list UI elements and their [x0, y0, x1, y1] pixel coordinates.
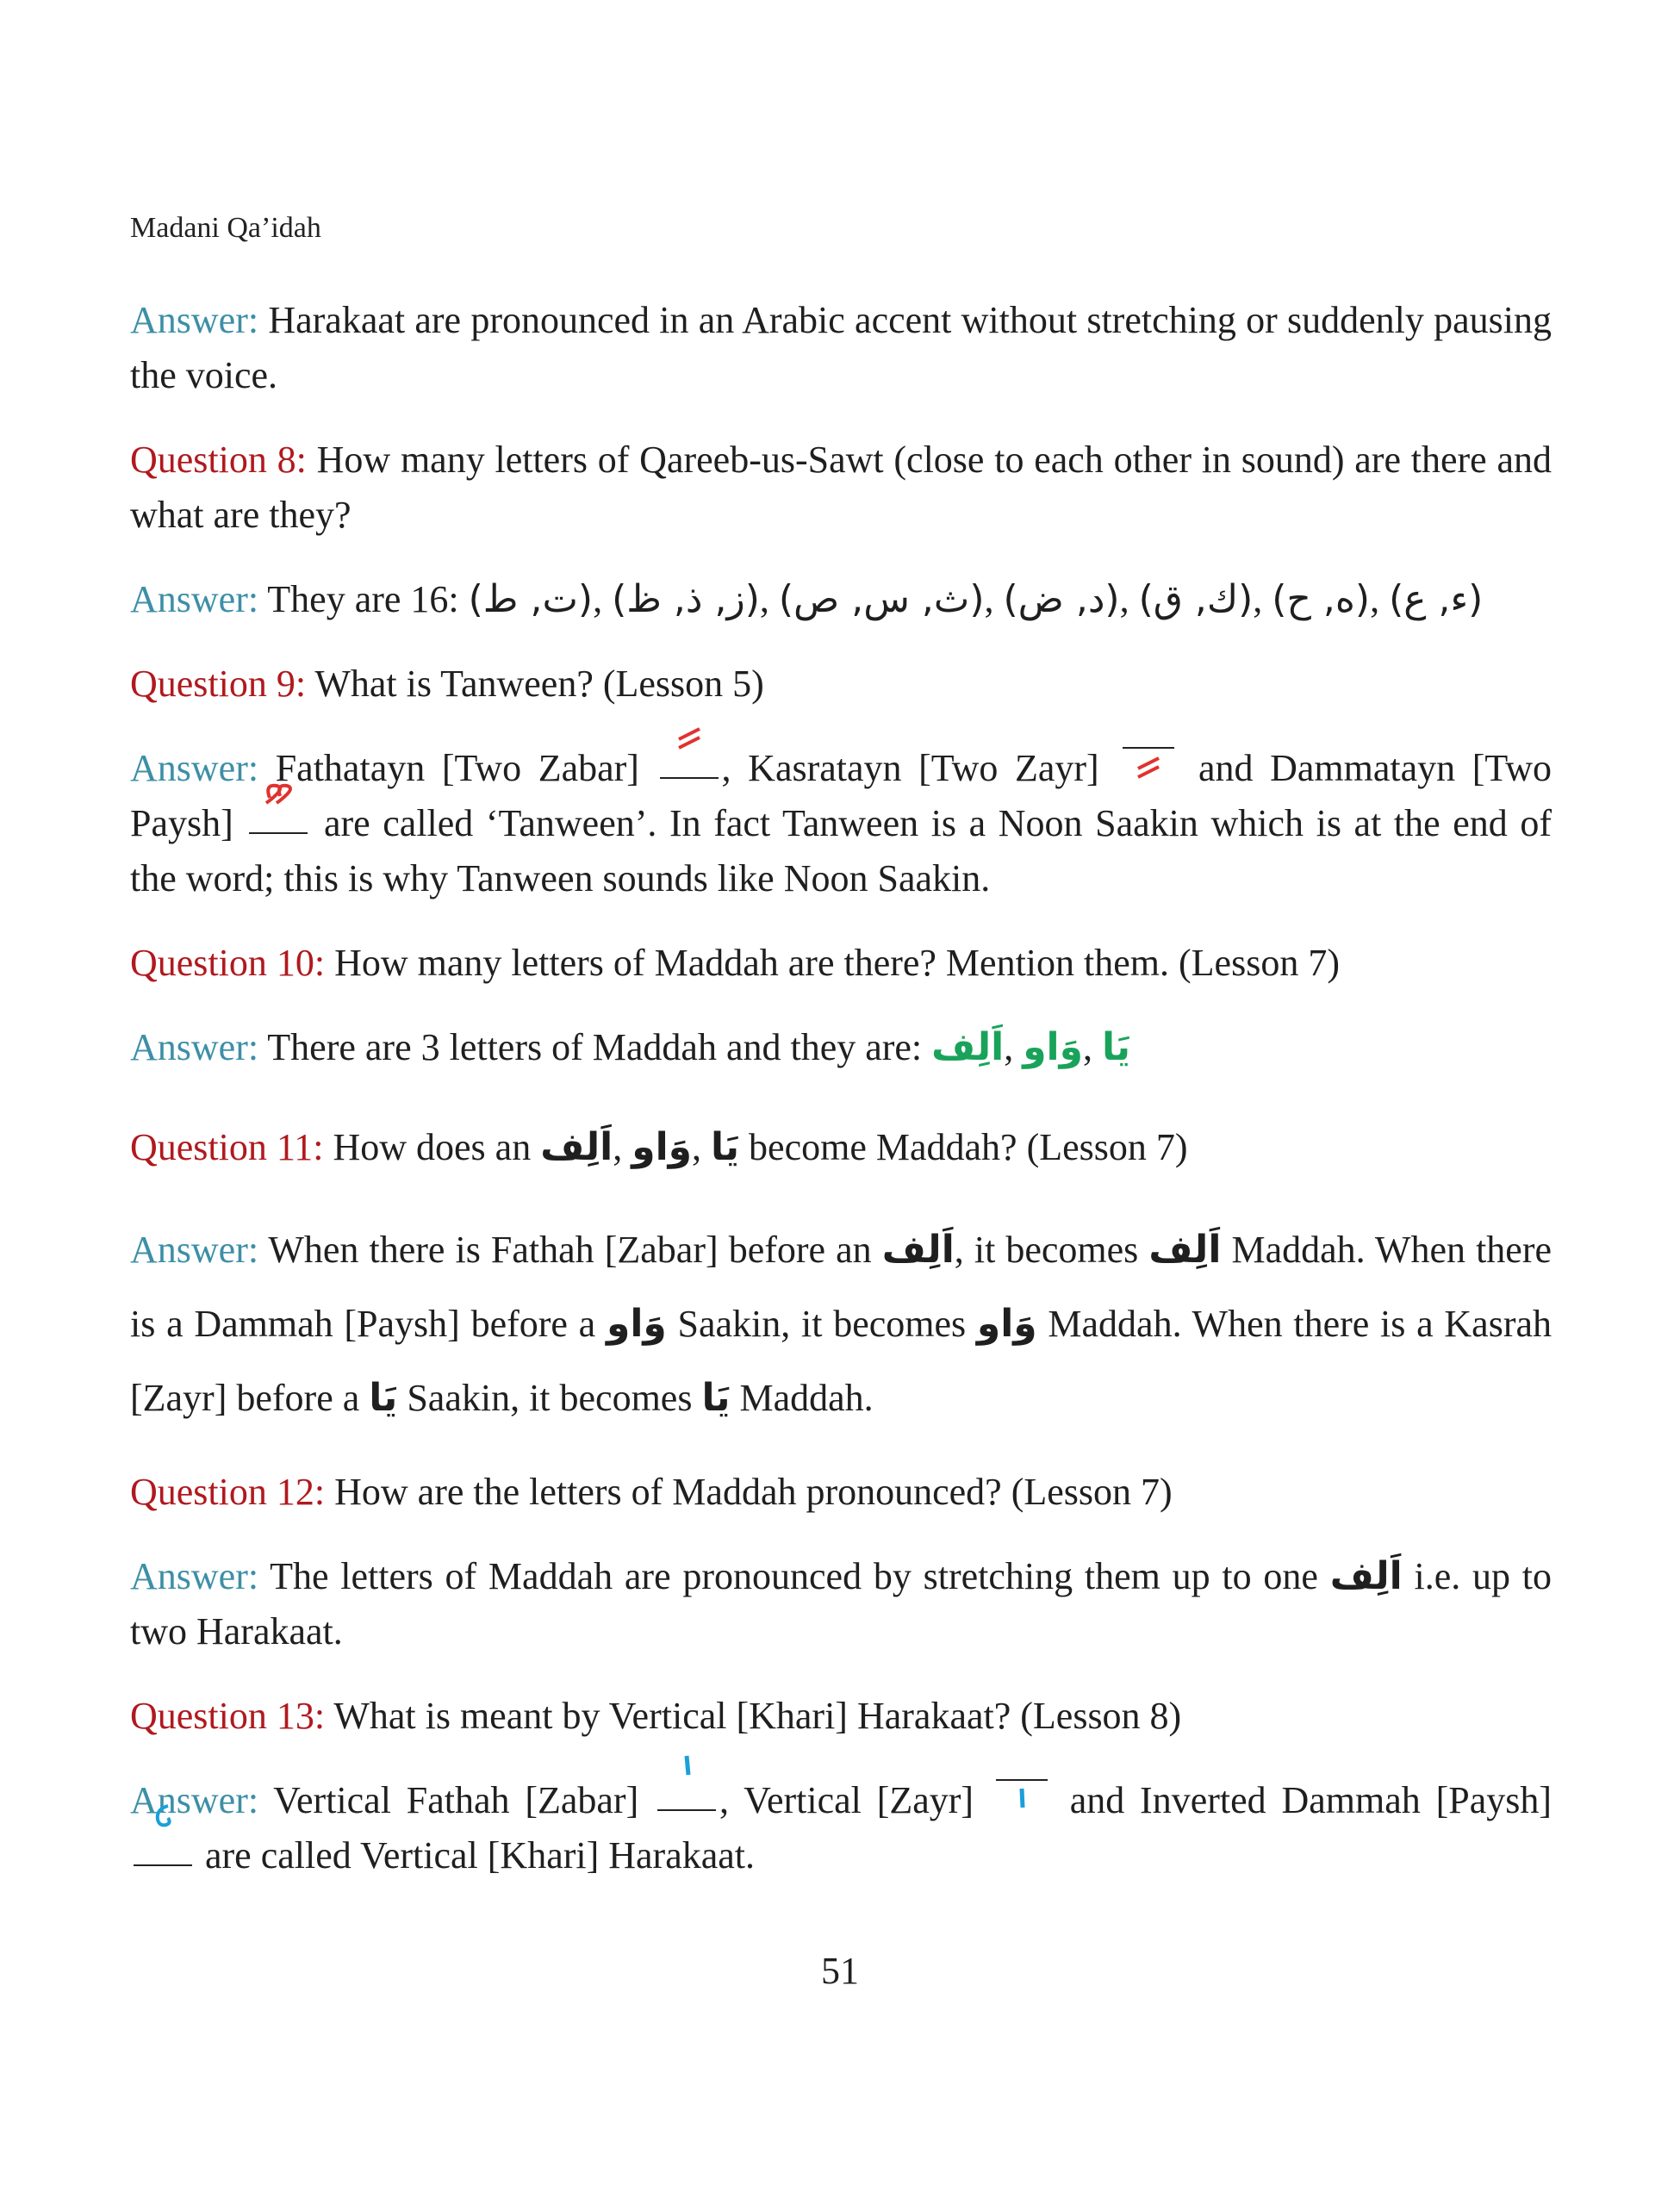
question-13 [130, 1689, 1552, 1744]
arabic-alif: اَلِف [1148, 1228, 1222, 1272]
answer-label: Answer: [130, 747, 259, 789]
answer-text: Vertical Fathah [Zabar] [258, 1779, 655, 1821]
letter-group: (ك, ق) [1138, 577, 1254, 621]
answer-text: and Inverted Dammah [Paysh] [1054, 1779, 1552, 1821]
separator: , [984, 578, 1004, 620]
answer-label: Answer: [130, 1779, 259, 1821]
fathatayn-icon [660, 746, 719, 781]
question-text: What is meant by Vertical [Khari] Harakaat? (Lesson 8) [325, 1695, 1182, 1737]
answer-10 [130, 1020, 1552, 1075]
question-label: Question 11: [130, 1126, 324, 1168]
question-text: How are the letters of Maddah pronounced? (Lesson 7) [325, 1471, 1173, 1513]
inverted-dammah-icon [134, 1833, 192, 1868]
question-8 [130, 433, 1552, 543]
letter-group: (د, ض) [1003, 577, 1120, 621]
answer-text: are called ‘Tanween’. In fact Tanween is a Noon Saakin which is at the end of the word; this is why Tanween sounds like Noon Saakin. [130, 802, 1552, 899]
answer-text: Saakin, it becomes [397, 1377, 702, 1419]
answer-text: , it becomes [954, 1229, 1149, 1271]
vertical-fathah-icon [657, 1778, 716, 1813]
answer-text: Maddah. [730, 1377, 874, 1419]
question-12 [130, 1465, 1552, 1520]
answer-8 [130, 572, 1552, 627]
answer-label: Answer: [130, 1555, 259, 1597]
separator: , [1119, 578, 1139, 620]
question-label: Question 8: [130, 439, 307, 481]
answer-text: , Vertical [Zayr] [719, 1779, 989, 1821]
answer-text: There are 3 letters of Maddah and they are: [258, 1026, 932, 1068]
arabic-waw: وَاو [606, 1302, 667, 1346]
answer-13 [130, 1773, 1552, 1883]
kasratayn-icon [1119, 746, 1178, 781]
answer-text: i.e. up to two Harakaat. [130, 1555, 1552, 1652]
answer-label: Answer: [130, 1229, 259, 1271]
question-label: Question 9: [130, 663, 307, 705]
arabic-ya: يَا [701, 1376, 731, 1420]
separator: , [613, 1126, 632, 1168]
letter-group: (ء, ع) [1389, 577, 1484, 621]
vertical-zayr-icon [992, 1778, 1051, 1813]
letter-group: (ث, س, ص) [778, 577, 985, 621]
running-header: Madani Qa’idah [130, 212, 321, 244]
question-label: Question 12: [130, 1471, 326, 1513]
page-content [130, 293, 1552, 1913]
answer-text: , Kasratayn [Two Zayr] [721, 747, 1117, 789]
arabic-waw: وَاو [632, 1125, 692, 1169]
answer-text: Harakaat are pronounced in an Arabic accent without stretching or suddenly pausing the voice. [130, 299, 1552, 396]
answer-text: Saakin, it becomes [666, 1303, 977, 1345]
question-text: How does an [323, 1126, 541, 1168]
arabic-waw: وَاو [976, 1302, 1037, 1346]
answer-label: Answer: [130, 299, 259, 341]
answer-text: When there is Fathah [Zabar] before an [258, 1229, 882, 1271]
separator: , [692, 1126, 711, 1168]
answer-text: Fathatayn [Two Zabar] [258, 747, 656, 789]
answer-11 [130, 1213, 1552, 1435]
arabic-waw: وَاو [1023, 1025, 1083, 1069]
question-10 [130, 936, 1552, 991]
arabic-alif: اَلِف [881, 1228, 955, 1272]
answer-text: They are 16: [258, 578, 469, 620]
answer-text: Maddah. When there is a Kasrah [Zayr] before a [130, 1303, 1552, 1419]
letter-group: (ت, ط) [468, 577, 594, 621]
question-text: How many letters of Maddah are there? Mention them. (Lesson 7) [325, 942, 1340, 984]
arabic-alif: اَلِف [1329, 1554, 1403, 1598]
question-text: What is Tanween? (Lesson 5) [306, 663, 764, 705]
separator: , [1004, 1026, 1024, 1068]
answer-label: Answer: [130, 578, 259, 620]
separator: , [1253, 578, 1272, 620]
answer-text: Maddah. When there is a Dammah [Paysh] before a [130, 1229, 1552, 1345]
arabic-alif: اَلِف [540, 1125, 613, 1169]
letter-group: (ه, ح) [1272, 577, 1371, 621]
separator: , [1370, 578, 1390, 620]
question-text: become Maddah? (Lesson 7) [739, 1126, 1188, 1168]
question-11 [130, 1120, 1552, 1175]
dammatayn-icon [249, 801, 308, 836]
answer-text: are called Vertical [Khari] Harakaat. [196, 1834, 756, 1876]
answer-label: Answer: [130, 1026, 259, 1068]
page-number: 51 [821, 1950, 859, 1992]
question-label: Question 13: [130, 1695, 326, 1737]
letter-group: (ز, ذ, ظ) [612, 577, 760, 621]
question-9 [130, 657, 1552, 712]
answer-12 [130, 1549, 1552, 1659]
separator: , [759, 578, 779, 620]
answer-7 [130, 293, 1552, 403]
answer-text: The letters of Maddah are pronounced by stretching them up to one [258, 1555, 1330, 1597]
arabic-alif: اَلِف [931, 1025, 1005, 1069]
arabic-ya: يَا [369, 1376, 398, 1420]
separator: , [593, 578, 613, 620]
answer-text: and Dammatayn [Two Paysh] [130, 747, 1552, 844]
separator: , [1082, 1026, 1102, 1068]
question-text: How many letters of Qareeb-us-Sawt (close to each other in sound) are there and what are they? [130, 439, 1552, 536]
question-label: Question 10: [130, 942, 326, 984]
arabic-ya: يَا [1101, 1025, 1131, 1069]
arabic-ya: يَا [711, 1125, 740, 1169]
answer-9 [130, 741, 1552, 906]
